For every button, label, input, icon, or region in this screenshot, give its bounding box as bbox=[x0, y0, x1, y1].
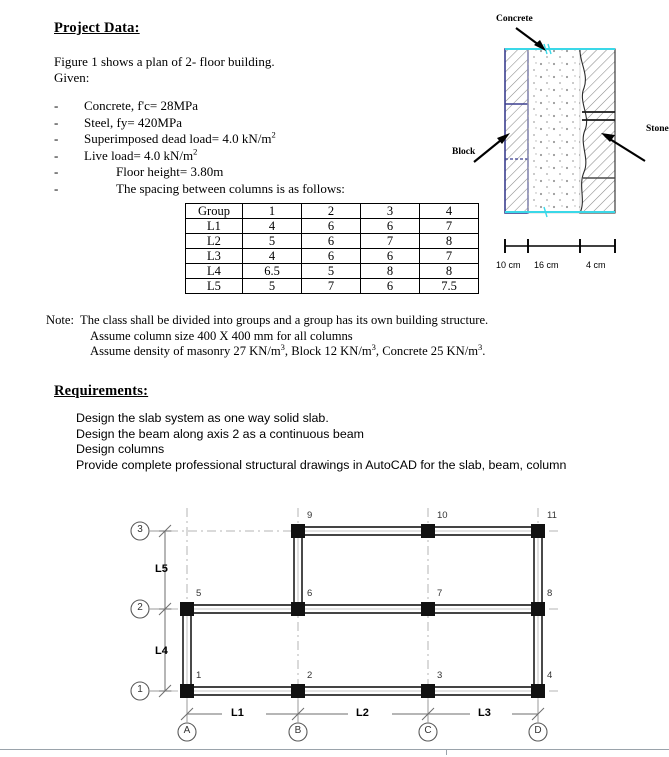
list-item bbox=[54, 98, 345, 115]
axis-label-D[interactable]: D bbox=[534, 725, 542, 736]
table-row bbox=[186, 234, 479, 249]
given-text bbox=[84, 148, 197, 165]
requirements-heading: Requirements: bbox=[54, 383, 149, 399]
column-tag-5: 5 bbox=[196, 588, 202, 599]
page-title: Project Data: bbox=[54, 20, 140, 36]
given-text-main: Superimposed dead load= 4.0 kN/m bbox=[84, 131, 272, 146]
axis-label-B[interactable]: B bbox=[294, 725, 302, 736]
column-7 bbox=[421, 602, 435, 616]
span-label-L3: L3 bbox=[478, 707, 491, 719]
concrete-layer bbox=[528, 49, 580, 213]
dash-bullet: - bbox=[54, 98, 59, 113]
span-label-L4: L4 bbox=[155, 645, 168, 657]
beams bbox=[183, 527, 542, 695]
span-label-L2: L2 bbox=[356, 707, 369, 719]
page-bottom-rule bbox=[0, 749, 669, 750]
column-tag-9: 9 bbox=[307, 510, 313, 521]
table-cell: 7 bbox=[420, 219, 479, 234]
table-header-cell: Group bbox=[186, 204, 243, 219]
table-header-cell: 2 bbox=[302, 204, 361, 219]
table-cell: 8 bbox=[420, 264, 479, 279]
table-header-cell: 3 bbox=[361, 204, 420, 219]
column-tag-2: 2 bbox=[307, 670, 313, 681]
superscript-exponent: 3 bbox=[280, 341, 285, 352]
superscript-exponent: 3 bbox=[371, 341, 376, 352]
dash-bullet: - bbox=[54, 180, 59, 196]
superscript-exponent: 2 bbox=[271, 129, 276, 140]
column-tag-11: 11 bbox=[547, 510, 557, 521]
table-cell: L1 bbox=[186, 219, 243, 234]
table-cell: L5 bbox=[186, 279, 243, 294]
span-label-L5: L5 bbox=[155, 563, 168, 575]
table-cell: 6.5 bbox=[243, 264, 302, 279]
axis-label-A[interactable]: A bbox=[183, 725, 191, 736]
given-text: Concrete, f'c= 28MPa bbox=[84, 98, 199, 113]
axis-label-2[interactable]: 2 bbox=[137, 602, 143, 613]
given-text bbox=[84, 131, 276, 148]
note-label: Note: bbox=[46, 313, 74, 327]
given-text: Floor height= 3.80m bbox=[116, 164, 224, 179]
beam-axis-B bbox=[294, 531, 302, 609]
column-tag-8: 8 bbox=[547, 588, 553, 599]
superscript-exponent: 2 bbox=[193, 146, 198, 157]
note-line-3 bbox=[46, 341, 488, 360]
requirement-item: Provide complete professional structural drawings in AutoCAD for the slab, beam, column bbox=[76, 457, 567, 472]
column-tag-10: 10 bbox=[437, 510, 448, 521]
column-4 bbox=[531, 684, 545, 698]
table-cell: 7 bbox=[302, 279, 361, 294]
column-9 bbox=[291, 524, 305, 538]
beam-axis-2 bbox=[187, 605, 538, 613]
table-cell: 7.5 bbox=[420, 279, 479, 294]
beam-axis-A bbox=[183, 609, 191, 691]
requirement-item: Design the beam along axis 2 as a continuous beam bbox=[76, 426, 364, 441]
table-cell: 4 bbox=[243, 249, 302, 264]
table-cell: 6 bbox=[361, 219, 420, 234]
axis-label-1[interactable]: 1 bbox=[137, 684, 143, 695]
list-item bbox=[54, 148, 345, 165]
table-cell: 4 bbox=[243, 219, 302, 234]
column-tag-4: 4 bbox=[547, 670, 553, 681]
intro-line-1: Figure 1 shows a plan of 2- floor building. bbox=[54, 54, 275, 69]
column-2 bbox=[291, 684, 305, 698]
table-header-cell: 4 bbox=[420, 204, 479, 219]
stone-layer bbox=[580, 49, 615, 213]
list-item bbox=[54, 115, 345, 132]
column-tag-6: 6 bbox=[307, 588, 313, 599]
structural-plan bbox=[0, 490, 669, 752]
table-cell: 8 bbox=[420, 234, 479, 249]
note-text: . bbox=[482, 344, 486, 358]
dimension-label-concrete: 16 cm bbox=[534, 260, 559, 270]
list-item bbox=[54, 181, 345, 198]
intro-line-2: Given: bbox=[54, 70, 90, 85]
given-text: Steel, fy= 420MPa bbox=[84, 114, 182, 130]
table-cell: 6 bbox=[361, 279, 420, 294]
table-cell: 6 bbox=[361, 249, 420, 264]
table-row bbox=[186, 264, 479, 279]
table-row bbox=[186, 219, 479, 234]
wall-section-detail bbox=[452, 8, 669, 280]
vertical-dimension-chain bbox=[159, 525, 171, 697]
dash-bullet: - bbox=[54, 131, 59, 146]
table-header-row bbox=[186, 204, 479, 219]
table-cell: 8 bbox=[361, 264, 420, 279]
table-cell: 5 bbox=[243, 279, 302, 294]
table-cell: 6 bbox=[302, 234, 361, 249]
table-row bbox=[186, 279, 479, 294]
column-10 bbox=[421, 524, 435, 538]
block-label: Block bbox=[452, 147, 476, 157]
column-tag-1: 1 bbox=[196, 670, 202, 681]
plan-svg bbox=[0, 490, 669, 752]
page-bottom-divider bbox=[446, 750, 447, 755]
given-text: The spacing between columns is as follows: bbox=[116, 180, 345, 196]
given-list bbox=[54, 98, 345, 197]
requirement-item: Design columns bbox=[76, 442, 165, 456]
stone-label: Stone bbox=[646, 124, 669, 134]
table-cell: 6 bbox=[302, 249, 361, 264]
dimension-label-block: 10 cm bbox=[496, 260, 521, 270]
column-tag-3: 3 bbox=[437, 670, 443, 681]
note-text: , Concrete 25 KN/m bbox=[375, 344, 479, 358]
requirements-list bbox=[76, 411, 566, 473]
table-cell: 5 bbox=[302, 264, 361, 279]
wall-detail-svg bbox=[460, 8, 669, 280]
requirement-item: Design the slab system as one way solid slab. bbox=[76, 411, 329, 425]
table-cell: L3 bbox=[186, 249, 243, 264]
dash-bullet: - bbox=[54, 114, 59, 130]
table-cell: 6 bbox=[302, 219, 361, 234]
table-cell: 7 bbox=[361, 234, 420, 249]
columns bbox=[180, 524, 545, 698]
table-row bbox=[186, 249, 479, 264]
note-text: The class shall be divided into groups and a group has its own building structure. bbox=[80, 313, 489, 327]
column-6 bbox=[291, 602, 305, 616]
concrete-label: Concrete bbox=[496, 14, 533, 24]
axis-label-C[interactable]: C bbox=[424, 725, 432, 736]
grid-lines-vertical bbox=[187, 508, 538, 712]
note-line-2: Assume column size 400 X 400 mm for all columns bbox=[90, 328, 353, 343]
note-line-1 bbox=[46, 313, 488, 329]
column-tag-7: 7 bbox=[437, 588, 443, 599]
table-cell: 5 bbox=[243, 234, 302, 249]
list-item bbox=[54, 164, 345, 181]
span-label-L1: L1 bbox=[231, 707, 244, 719]
column-3 bbox=[421, 684, 435, 698]
table-cell: L4 bbox=[186, 264, 243, 279]
dash-bullet: - bbox=[54, 164, 59, 179]
dimension-label-stone: 4 cm bbox=[586, 260, 606, 270]
column-5 bbox=[180, 602, 194, 616]
axis-label-3-display[interactable]: 3 bbox=[137, 524, 143, 535]
column-11 bbox=[531, 524, 545, 538]
table-header-cell: 1 bbox=[243, 204, 302, 219]
note-text: , Block 12 KN/m bbox=[284, 344, 372, 358]
list-item bbox=[54, 131, 345, 148]
table-cell: 7 bbox=[420, 249, 479, 264]
note-text: Assume density of masonry 27 KN/m bbox=[90, 344, 281, 358]
note-block bbox=[46, 313, 488, 360]
block-layer bbox=[505, 49, 528, 213]
superscript-exponent: 3 bbox=[478, 341, 483, 352]
grid-lines-horizontal bbox=[150, 531, 560, 691]
beam-axis-1 bbox=[187, 687, 538, 695]
column-spacing-table bbox=[185, 203, 479, 294]
beam-axis-3 bbox=[298, 527, 538, 535]
table-cell: L2 bbox=[186, 234, 243, 249]
column-1 bbox=[180, 684, 194, 698]
dash-bullet: - bbox=[54, 147, 59, 163]
given-text-main: Live load= 4.0 kN/m bbox=[84, 147, 194, 163]
column-8 bbox=[531, 602, 545, 616]
